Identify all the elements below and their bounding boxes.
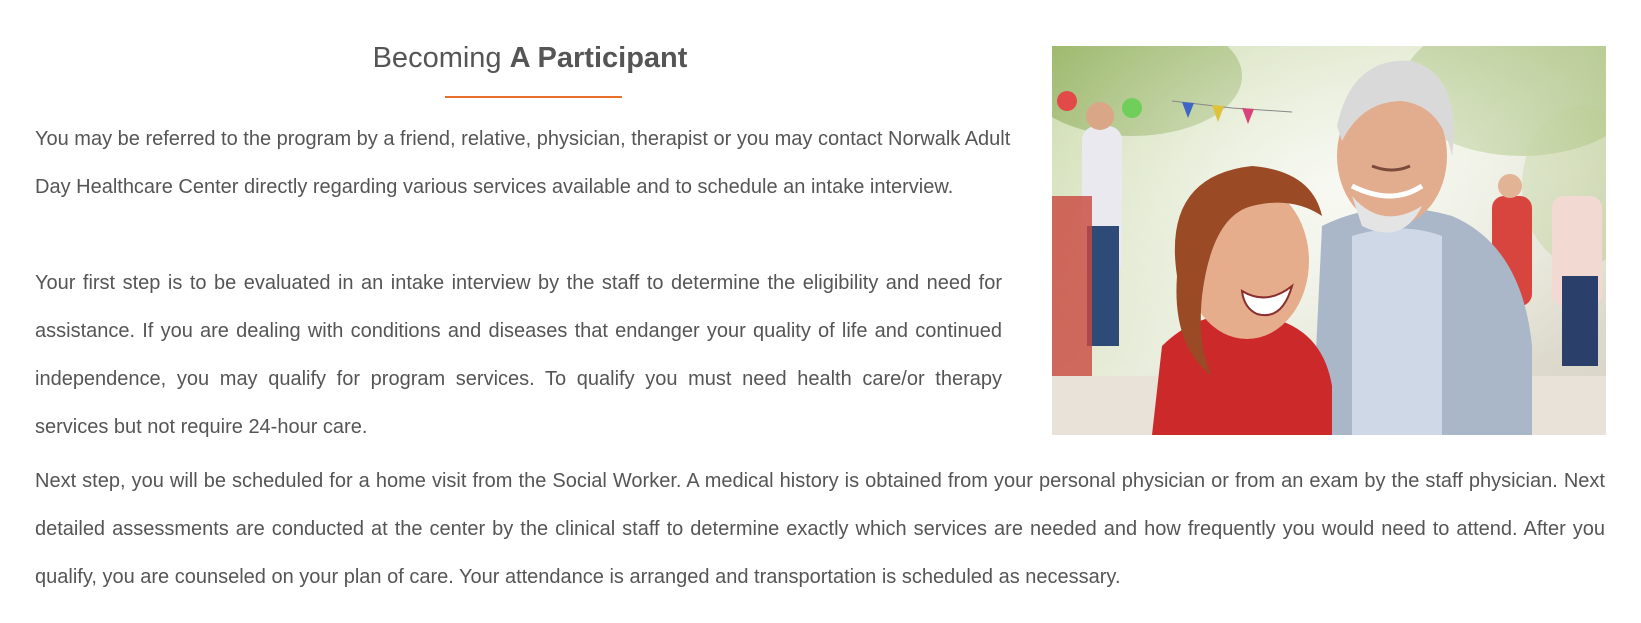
heading-light-text: Becoming [372,42,510,74]
heading-underline [445,96,622,98]
intro-paragraph: You may be referred to the program by a friend, relative, physician, therapist or you may contact Norwalk Adult Day Healthcare Center directly regarding various services available and to schedule an intake interview. [35,128,1011,198]
heading-bold-text: A Participant [509,42,688,74]
senior-couple-photo [1052,46,1606,435]
next-step-paragraph: Next step, you will be scheduled for a home visit from the Social Worker. A medical history is obtained from your personal physician or from an exam by the staff physician. Next detailed assessments are conducted at the center by the clinical staff to determine exactly which services are needed and how frequently you would need to attend. After you qualify, you are counseled on your plan of care. Your attendance is arranged and transportation is scheduled as necessary. [35,470,1605,588]
first-step-paragraph: Your first step is to be evaluated in an intake interview by the staff to determine the eligibility and need for assistance. If you are dealing with conditions and diseases that endanger your quality of life and continued independence, you may qualify for program services. To qualify you must need health care/or therapy services but not require 24-hour care. [35,272,1002,438]
section-heading [35,38,1025,78]
